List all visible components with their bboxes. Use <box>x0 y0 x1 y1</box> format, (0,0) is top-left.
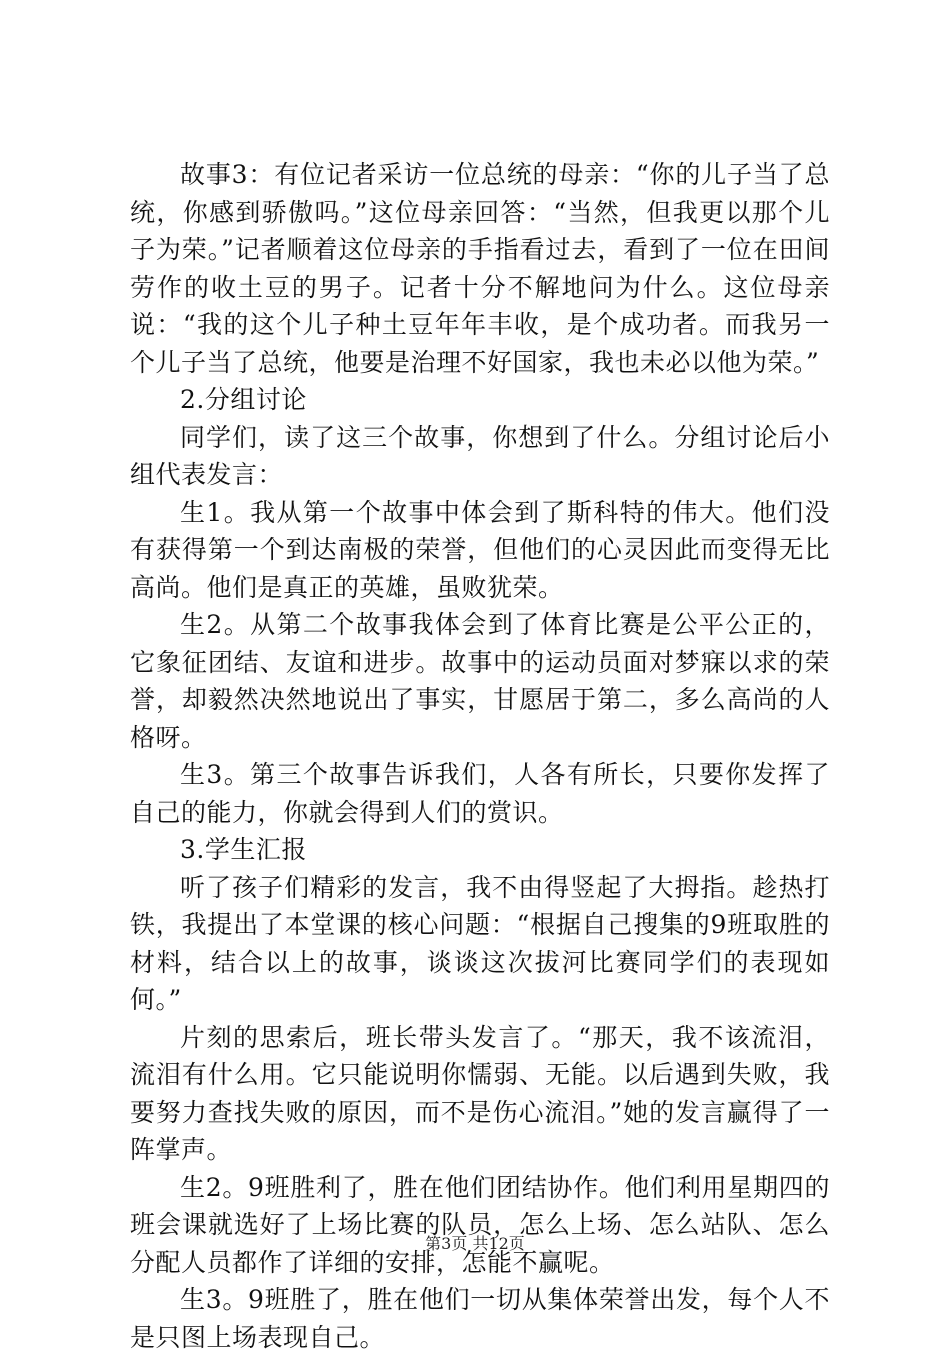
paragraph-student-2: 生2。从第二个故事我体会到了体育比赛是公平公正的，它象征团结、友谊和进步。故事中的运动员面对梦寐以求的荣誉，却毅然决然地说出了事实，甘愿居于第二，多么高尚的人格呀。 <box>130 610 830 752</box>
paragraph-student-1: 生1。我从第一个故事中体会到了斯科特的伟大。他们没有获得第一个到达南极的荣誉，但他们的心灵因此而变得无比高尚。他们是真正的英雄，虽败犹荣。 <box>130 497 830 602</box>
page-number-footer: 第3页 共12页 <box>425 1234 525 1253</box>
paragraph-report-student-2: 生2。9班胜利了，胜在他们团结协作。他们利用星期四的班会课就选好了上场比赛的队员，怎么上场、怎么站队、怎么分配人员都作了详细的安排，怎能不赢呢。 <box>130 1172 830 1277</box>
paragraph-report-student-3: 生3。9班胜了，胜在他们一切从集体荣誉出发，每个人不是只图上场表现自己。 <box>130 1285 830 1352</box>
paragraph-student-3: 生3。第三个故事告诉我们，人各有所长，只要你发挥了自己的能力，你就会得到人们的赏识。 <box>130 760 830 827</box>
paragraph-monitor-speech: 片刻的思索后，班长带头发言了。“那天，我不该流泪，流泪有什么用。它只能说明你懦弱、无能。以后遇到失败，我要努力查找失败的原因，而不是伤心流泪。”她的发言赢得了一阵掌声。 <box>130 1022 830 1164</box>
heading-student-report: 3.学生汇报 <box>180 835 307 864</box>
paragraph-discussion-prompt: 同学们，读了这三个故事，你想到了什么。分组讨论后小组代表发言： <box>130 422 830 489</box>
document-body <box>130 156 830 1356</box>
paragraph-core-question: 听了孩子们精彩的发言，我不由得竖起了大拇指。趁热打铁，我提出了本堂课的核心问题：“根据自己搜集的9班取胜的材料，结合以上的故事，谈谈这次拔河比赛同学们的表现如何。” <box>130 872 830 1014</box>
heading-group-discussion: 2.分组讨论 <box>180 385 307 414</box>
paragraph-story-3: 故事3：有位记者采访一位总统的母亲：“你的儿子当了总统，你感到骄傲吗。”这位母亲回答：“当然，但我更以那个儿子为荣。”记者顺着这位母亲的手指看过去，看到了一位在田间劳作的收土豆的男子。记者十分不解地问为什么。这位母亲说：“我的这个儿子种土豆年年丰收，是个成功者。而我另一个儿子当了总统，他要是治理不好国家，我也未必以他为荣。” <box>130 160 830 377</box>
